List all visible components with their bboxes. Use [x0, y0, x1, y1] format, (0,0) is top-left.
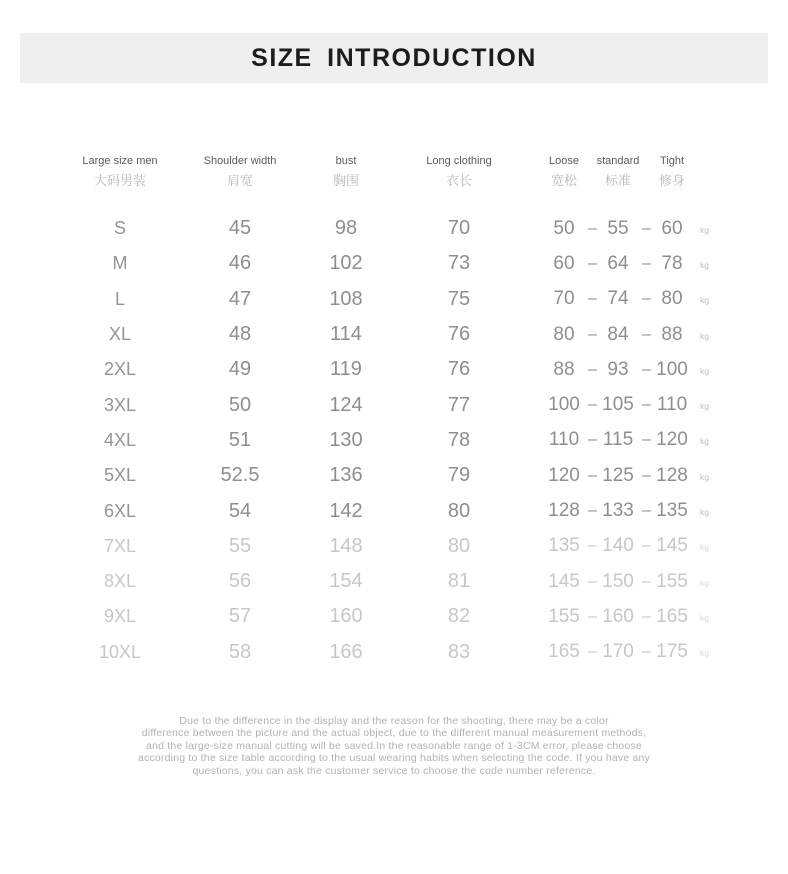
weight-range	[540, 288, 740, 310]
bust-value: 148	[329, 534, 363, 557]
column-header-en: Loose	[549, 155, 579, 167]
table-row	[60, 423, 750, 458]
column-header-zh: 衣长	[445, 173, 472, 188]
disclaimer	[74, 715, 714, 778]
table-row	[60, 635, 750, 670]
weight-range	[540, 535, 740, 557]
column-header-weight-group	[526, 155, 740, 189]
length-value: 80	[447, 534, 471, 557]
kg-unit: kg	[700, 648, 709, 659]
weight-range	[540, 606, 740, 628]
shoulder-value: 57	[228, 605, 252, 628]
column-header-zh: 肩宽	[226, 173, 253, 188]
dash-separator: –	[588, 360, 597, 378]
size-label: M	[112, 253, 128, 274]
column-header-bust	[300, 155, 392, 189]
table-body	[60, 211, 750, 670]
dash-separator: –	[642, 502, 651, 520]
weight-loose: 100	[548, 394, 580, 416]
weight-range	[540, 253, 740, 275]
column-header-en: Shoulder width	[203, 155, 277, 167]
shoulder-value: 47	[228, 287, 252, 310]
weight-range	[540, 465, 740, 487]
weight-loose: 50	[553, 217, 575, 239]
column-header-zh: 宽松	[550, 173, 577, 188]
dash-separator: –	[642, 219, 651, 237]
weight-loose: 60	[553, 252, 575, 274]
dash-separator: –	[642, 537, 651, 555]
bust-value: 102	[329, 252, 363, 275]
disclaimer-line: Due to the difference in the display and the reason for the shooting, there may be a color	[179, 714, 609, 727]
kg-unit: kg	[700, 471, 709, 482]
weight-loose: 135	[548, 535, 580, 557]
table-row	[60, 352, 750, 387]
weight-standard: 105	[602, 394, 634, 416]
weight-loose: 155	[548, 605, 580, 627]
shoulder-value: 48	[228, 323, 252, 346]
table-row	[60, 246, 750, 281]
column-header-shoulder	[180, 155, 300, 189]
length-value: 80	[447, 499, 471, 522]
kg-unit: kg	[700, 330, 709, 341]
bust-value: 119	[330, 358, 362, 381]
table-row	[60, 317, 750, 352]
kg-unit: kg	[700, 224, 709, 235]
weight-loose: 165	[548, 641, 580, 663]
column-header-size	[60, 155, 180, 189]
weight-range	[540, 641, 740, 663]
dash-separator: –	[588, 643, 597, 661]
length-value: 70	[447, 217, 471, 240]
weight-standard: 84	[607, 323, 629, 345]
weight-range	[540, 571, 740, 593]
table-row	[60, 493, 750, 528]
dash-separator: –	[588, 254, 597, 272]
kg-unit: kg	[700, 401, 709, 412]
dash-separator: –	[642, 360, 651, 378]
shoulder-value: 58	[228, 640, 252, 663]
shoulder-value: 49	[228, 358, 252, 381]
weight-tight: 145	[656, 535, 688, 557]
weight-tight: 165	[656, 605, 688, 627]
kg-unit: kg	[700, 436, 709, 447]
dash-separator: –	[588, 396, 597, 414]
weight-loose: 128	[548, 500, 580, 522]
size-label: 5XL	[103, 465, 137, 486]
weight-standard: 140	[602, 535, 634, 557]
dash-separator: –	[588, 290, 597, 308]
weight-standard: 125	[602, 464, 634, 486]
weight-tight: 88	[661, 323, 683, 345]
weight-tight: 135	[656, 500, 688, 522]
bust-value: 160	[329, 605, 363, 628]
dash-separator: –	[588, 431, 597, 449]
length-value: 75	[447, 287, 471, 310]
weight-range	[540, 429, 740, 451]
column-header-zh: 标准	[604, 173, 631, 188]
length-value: 78	[447, 428, 471, 451]
weight-standard: 115	[602, 429, 634, 451]
weight-tight: 100	[656, 358, 688, 380]
size-label: 4XL	[103, 429, 137, 450]
bust-value: 154	[329, 570, 363, 593]
kg-unit: kg	[700, 612, 709, 623]
dash-separator: –	[588, 219, 597, 237]
weight-tight: 78	[661, 252, 683, 274]
size-label: 2XL	[103, 359, 137, 380]
length-value: 83	[447, 640, 471, 663]
weight-tight: 110	[656, 394, 688, 416]
dash-separator: –	[642, 290, 651, 308]
column-header-en: Large size men	[82, 155, 158, 167]
column-header-en: standard	[596, 155, 640, 167]
size-label: 10XL	[98, 641, 142, 662]
page-title: SIZE INTRODUCTION	[251, 43, 537, 72]
table-row	[60, 599, 750, 634]
length-value: 82	[447, 605, 471, 628]
dash-separator: –	[588, 607, 597, 625]
kg-unit: kg	[700, 507, 709, 518]
column-header-en: bust	[335, 155, 357, 167]
weight-loose: 70	[553, 288, 575, 310]
shoulder-value: 52.5	[220, 464, 260, 487]
weight-loose: 120	[548, 464, 580, 486]
bust-value: 108	[329, 287, 363, 310]
column-header-zh: 胸围	[332, 173, 359, 188]
dash-separator: –	[642, 431, 651, 449]
dash-separator: –	[588, 572, 597, 590]
length-value: 79	[447, 464, 471, 487]
length-value: 77	[447, 393, 471, 416]
size-label: 3XL	[103, 394, 137, 415]
weight-loose: 88	[553, 358, 575, 380]
shoulder-value: 45	[228, 217, 252, 240]
weight-loose: 80	[553, 323, 575, 345]
weight-range	[540, 359, 740, 381]
column-header-length	[392, 155, 526, 189]
dash-separator: –	[642, 254, 651, 272]
bust-value: 114	[330, 323, 362, 346]
shoulder-value: 54	[228, 499, 252, 522]
length-value: 73	[447, 252, 471, 275]
length-value: 81	[447, 570, 471, 593]
weight-standard: 150	[602, 570, 634, 592]
dash-separator: –	[642, 466, 651, 484]
disclaimer-line: according to the size table according to the usual wearing habits when selecting the code. If you have any	[137, 752, 651, 765]
weight-standard: 64	[607, 252, 629, 274]
weight-tight: 120	[656, 429, 688, 451]
length-value: 76	[447, 358, 471, 381]
bust-value: 136	[329, 464, 363, 487]
shoulder-value: 56	[228, 570, 252, 593]
column-header-standard	[594, 155, 642, 189]
size-label: S	[113, 218, 126, 239]
weight-tight: 175	[656, 641, 688, 663]
weight-standard: 160	[602, 605, 634, 627]
dash-separator: –	[642, 572, 651, 590]
weight-tight: 80	[661, 288, 683, 310]
size-label: XL	[108, 324, 132, 345]
shoulder-value: 50	[228, 393, 252, 416]
column-header-en: Long clothing	[426, 155, 492, 167]
table-row	[60, 211, 750, 246]
weight-standard: 93	[607, 358, 629, 380]
kg-unit: kg	[700, 542, 709, 553]
dash-separator: –	[588, 325, 597, 343]
weight-range	[540, 394, 740, 416]
bust-value: 130	[329, 428, 363, 451]
dash-separator: –	[642, 643, 651, 661]
bust-value: 98	[334, 217, 358, 240]
weight-range	[540, 500, 740, 522]
weight-loose: 145	[548, 570, 580, 592]
bust-value: 142	[329, 499, 363, 522]
dash-separator: –	[588, 502, 597, 520]
bust-value: 124	[329, 393, 363, 416]
bust-value: 166	[329, 640, 363, 663]
disclaimer-line: and the large-size manual cutting will be saved.In the reasonable range of 1-3CM error, please choose	[146, 739, 642, 752]
kg-unit: kg	[700, 577, 709, 588]
weight-range	[540, 218, 740, 240]
disclaimer-line: difference between the picture and the actual object, due to the different manual measurement methods,	[141, 727, 647, 740]
column-header-zh: 大码男装	[93, 173, 146, 188]
size-label: 8XL	[103, 571, 137, 592]
shoulder-value: 51	[228, 428, 252, 451]
weight-tight: 60	[661, 217, 683, 239]
weight-standard: 55	[607, 217, 629, 239]
dash-separator: –	[642, 396, 651, 414]
length-value: 76	[447, 323, 471, 346]
dash-separator: –	[588, 466, 597, 484]
dash-separator: –	[642, 325, 651, 343]
size-label: 9XL	[103, 606, 137, 627]
table-row	[60, 458, 750, 493]
table-row	[60, 564, 750, 599]
size-label: 7XL	[103, 535, 137, 556]
column-header-zh: 修身	[658, 173, 685, 188]
dash-separator: –	[588, 537, 597, 555]
shoulder-value: 55	[228, 534, 252, 557]
weight-tight: 155	[656, 570, 688, 592]
weight-standard: 133	[602, 500, 634, 522]
column-header-tight	[648, 155, 696, 189]
kg-unit: kg	[700, 259, 709, 270]
kg-unit: kg	[700, 365, 709, 376]
kg-unit: kg	[700, 295, 709, 306]
table-row	[60, 387, 750, 422]
weight-standard: 74	[607, 288, 629, 310]
column-header-en: Tight	[659, 155, 685, 167]
size-table	[60, 83, 750, 670]
weight-loose: 110	[548, 429, 580, 451]
disclaimer-line: questions, you can ask the customer service to choose the code number reference.	[192, 764, 596, 777]
weight-range	[540, 324, 740, 346]
size-label: L	[114, 288, 125, 309]
table-header	[60, 83, 750, 189]
column-header-loose	[540, 155, 588, 189]
title-band	[20, 33, 768, 83]
dash-separator: –	[642, 607, 651, 625]
table-row	[60, 529, 750, 564]
weight-tight: 128	[656, 464, 688, 486]
shoulder-value: 46	[228, 252, 252, 275]
table-row	[60, 282, 750, 317]
size-label: 6XL	[103, 500, 137, 521]
weight-standard: 170	[602, 641, 634, 663]
